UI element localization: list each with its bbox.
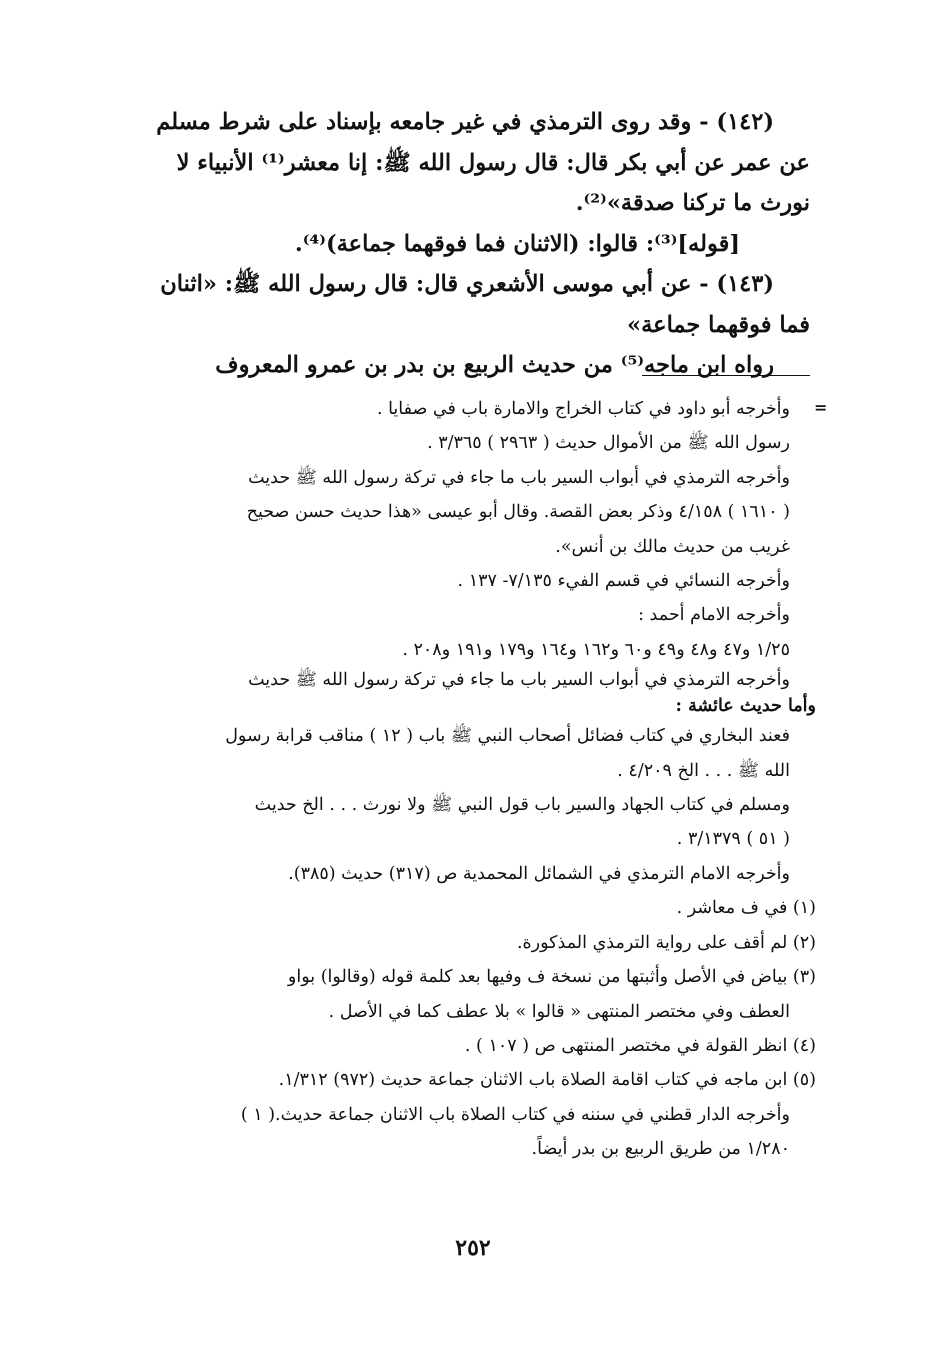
footnote-continuation-line: وأخرجه أبو داود في كتاب الخراج والامارة باب في صفايا . <box>376 399 790 419</box>
footnote-continuation-line: وأخرجه الترمذي في أبواب السير باب ما جاء في تركة رسول الله ﷺ حديث <box>248 670 790 691</box>
footnote-subheading: وأما حديث عائشة : <box>675 696 816 717</box>
main-line: نورث ما تركنا صدقة»⁽²⁾. <box>575 190 810 216</box>
footnotes <box>110 392 816 1167</box>
footnote-continuation-line: ومسلم في كتاب الجهاد والسير باب قول النبي ﷺ ولا نورث . . . الخ حديث <box>254 795 790 816</box>
footnote-continuation-line: غريب من حديث مالك بن أنس». <box>555 536 790 557</box>
footnote-item-continuation: وأخرجه الدار قطني في سننه في كتاب الصلاة باب الاثنان جماعة حديث.( ١ ) <box>240 1104 790 1125</box>
footnote-continuation-line: فعند البخاري في كتاب فضائل أصحاب النبي ﷺ باب ( ١٢ ) مناقب قرابة رسول <box>225 726 790 747</box>
footnote-continuation-line: وأخرجه النسائي في قسم الفيء ٧/١٣٥- ١٣٧ . <box>457 571 790 592</box>
footnote-item-continuation: العطف وفي مختصر المنتهى « قالوا » بلا عطف كما في الأصل . <box>328 1001 790 1022</box>
footnote-continuation-line: ١/٢٥ و٤٧ و٤٨ و٤٩ و٦٠ و١٦٢ و١٦٤ و١٧٩ و١٩١ و٢٠٨ . <box>402 639 790 660</box>
continuation-mark: = <box>814 398 828 417</box>
footnote-item: (٤) انظر القولة في مختصر المنتهى ص ( ١٠٧ ) . <box>464 1035 816 1056</box>
footnote-item: (٢) لم أقف على رواية الترمذي المذكورة. <box>516 932 816 953</box>
main-line: رواه ابن ماجه⁽⁵⁾ من حديث الربيع بن بدر بن عمرو المعروف <box>215 352 774 378</box>
footnote-continuation-line: ( ١٦١٠ ) ٤/١٥٨ وذكر بعض القصة. وقال أبو عيسى «هذا حديث حسن صحيح <box>246 502 790 523</box>
main-text <box>112 102 810 386</box>
main-line: (١٤٣) - عن أبي موسى الأشعري قال: قال رسول الله ﷺ: «اثنان <box>160 271 774 297</box>
main-line: عن عمر عن أبي بكر قال: قال رسول الله ﷺ: إنا معشر⁽¹⁾ الأنبياء لا <box>176 149 810 176</box>
footnote-item-continuation: ١/٢٨٠ من طريق الربيع بن بدر أيضاً. <box>531 1139 790 1160</box>
main-line: (١٤٢) - وقد روى الترمذي في غير جامعه بإسناد على شرط مسلم <box>156 109 774 135</box>
footnote-continuation-line: رسول الله ﷺ من الأموال حديث ( ٢٩٦٣ ) ٣/٣٦٥ . <box>427 433 790 454</box>
footnote-item: (٥) ابن ماجه في كتاب اقامة الصلاة باب الاثنان جماعة حديث (٩٧٢) ١/٣١٢. <box>278 1070 816 1091</box>
footnote-continuation-line: الله ﷺ . . . الخ ٤/٢٠٩ . <box>617 760 790 781</box>
footnote-item: (٣) بياض في الأصل وأثبتها من نسخة ف وفيها بعد كلمة قوله (وقالوا) بواو <box>287 967 816 988</box>
main-line: فما فوقهما جماعة» <box>627 311 810 338</box>
footnote-item: (١) في ف معاشر . <box>676 898 816 919</box>
page-number: ٢٥٢ <box>455 1235 491 1261</box>
footnote-continuation-line: وأخرجه الامام الترمذي في الشمائل المحمدية ص (٣١٧) حديث (٣٨٥). <box>288 863 790 884</box>
footnote-continuation-line: ( ٥١ ) ٣/١٣٧٩ . <box>676 829 790 850</box>
footnote-continuation-line: وأخرجه الترمذي في أبواب السير باب ما جاء في تركة رسول الله ﷺ حديث <box>248 467 790 488</box>
section-heading: [قوله]⁽³⁾: قالوا: (الاثنان فما فوقهما جماعة)⁽⁴⁾. <box>294 230 740 257</box>
footnote-separator <box>642 375 810 376</box>
footnote-continuation-line: وأخرجه الامام أحمد : <box>638 605 790 626</box>
